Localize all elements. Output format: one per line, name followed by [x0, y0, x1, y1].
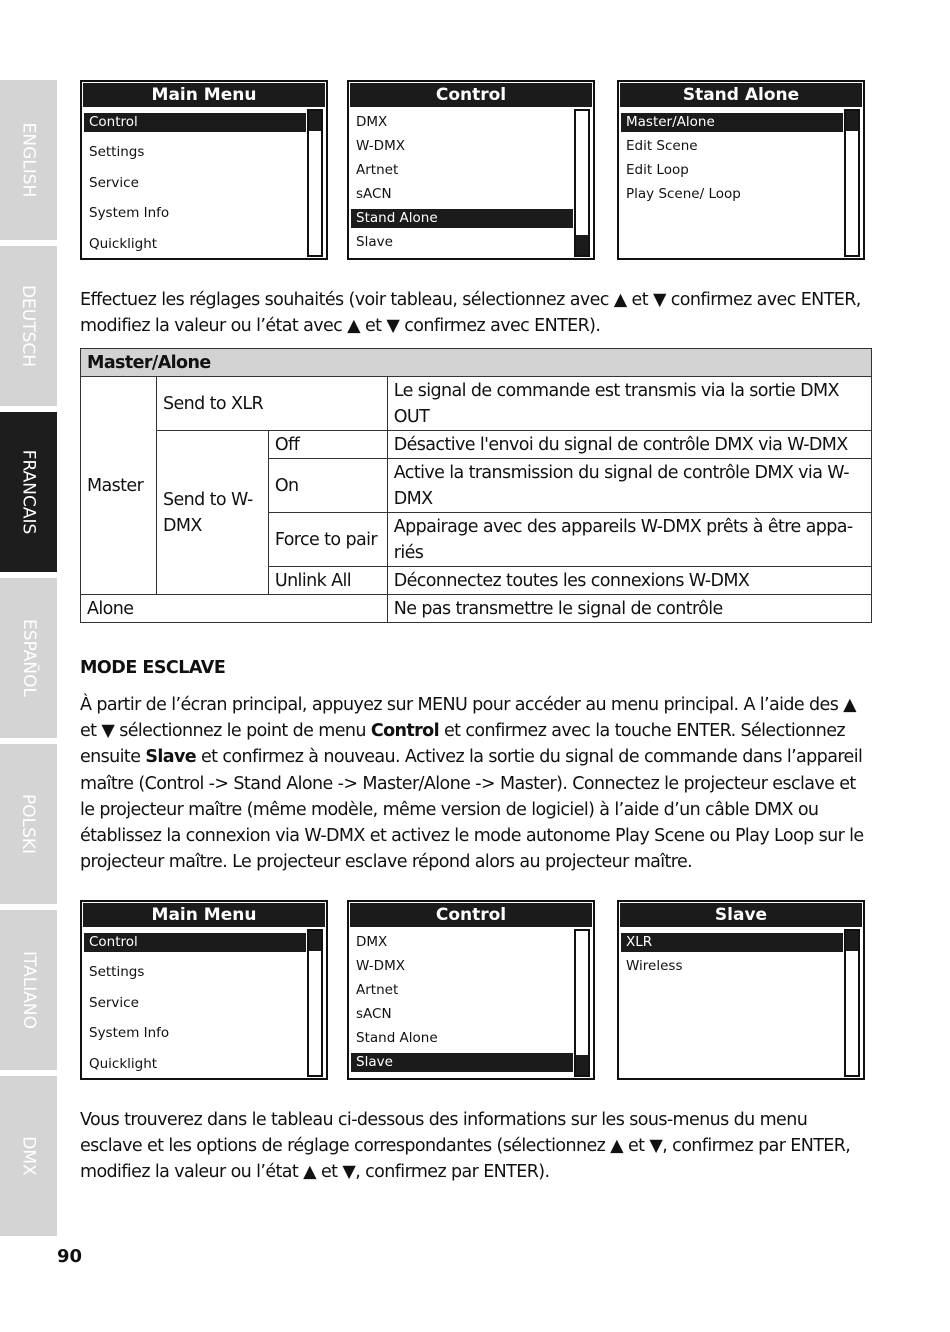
- scrollbar[interactable]: [574, 109, 590, 257]
- instruction-paragraph-3: Vous trouverez dans le tableau ci-dessous des informations sur les sous-menus du menu esclave et les options de réglage correspondantes (sélectionnez ▲ et ▼, confirmez par ENTER, modifiez la valeur ou l’état ▲ et ▼, confirmez par ENTER).: [80, 1110, 851, 1183]
- paragraph-text: et confirmez avec la touche ENTER. Sélectionnez ensuite: [80, 721, 845, 768]
- table-row: [81, 431, 872, 459]
- menu-item-sacn[interactable]: sACN: [356, 1006, 392, 1022]
- scrollbar[interactable]: [574, 929, 590, 1077]
- menu-item-control[interactable]: Control: [84, 933, 306, 952]
- screen-stand-alone: [617, 80, 865, 260]
- menu-item-slave[interactable]: Slave: [356, 234, 393, 250]
- cell-on-desc: Active la transmission du signal de contrôle DMX via W-DMX: [387, 459, 871, 513]
- menu-item-system-info[interactable]: System Info: [89, 1025, 170, 1041]
- menu-item-wireless[interactable]: Wireless: [626, 958, 683, 974]
- instruction-paragraph-1: Effectuez les réglages souhaités (voir tableau, sélectionnez avec ▲ et ▼ confirmez avec ENTER, modifiez la valeur ou l’état avec ▲ et ▼ confirmez avec ENTER).: [80, 290, 861, 337]
- table-header-row: [81, 349, 872, 377]
- section-heading: MODE ESCLAVE: [80, 658, 226, 678]
- menu-item-control[interactable]: Control: [84, 113, 306, 132]
- master-alone-table: [80, 348, 872, 623]
- page-number: 90: [57, 1246, 83, 1267]
- scroll-thumb[interactable]: [846, 111, 858, 131]
- scrollbar[interactable]: [307, 109, 323, 257]
- menu-item-settings[interactable]: Settings: [89, 144, 145, 160]
- scroll-thumb[interactable]: [309, 111, 321, 131]
- menu-item-stand-alone[interactable]: Stand Alone: [351, 209, 573, 228]
- menu-item-dmx[interactable]: DMX: [356, 114, 388, 130]
- screen-main-menu-top: [80, 80, 328, 260]
- screen-title: Control: [350, 903, 592, 927]
- cell-force-to-pair-desc: Appairage avec des appareils W-DMX prêts à être appa-riés: [387, 513, 871, 567]
- screen-title: Main Menu: [83, 83, 325, 107]
- menu-item-artnet[interactable]: Artnet: [356, 162, 399, 178]
- language-tab-label: ITALIANO: [18, 951, 39, 1029]
- menu-item-quicklight[interactable]: Quicklight: [89, 1056, 158, 1072]
- scrollbar[interactable]: [844, 929, 860, 1077]
- cell-unlink-all-desc: Déconnectez toutes les connexions W-DMX: [387, 567, 871, 595]
- menu-item-w-dmx[interactable]: W-DMX: [356, 958, 405, 974]
- menu-item-w-dmx[interactable]: W-DMX: [356, 138, 405, 154]
- screen-main-menu-bottom: [80, 900, 328, 1080]
- menu-item-xlr[interactable]: XLR: [621, 933, 843, 952]
- language-tab-label: FRANCAIS: [18, 449, 39, 535]
- cell-master: Master: [81, 377, 157, 595]
- menu-item-service[interactable]: Service: [89, 175, 139, 191]
- cell-off: Off: [268, 431, 387, 459]
- cell-unlink-all: Unlink All: [268, 567, 387, 595]
- table-header: Master/Alone: [81, 349, 872, 377]
- scroll-thumb[interactable]: [576, 1055, 588, 1075]
- language-tab-espanol[interactable]: [0, 578, 57, 738]
- menu-item-service[interactable]: Service: [89, 995, 139, 1011]
- menu-item-settings[interactable]: Settings: [89, 964, 145, 980]
- screen-slave: [617, 900, 865, 1080]
- language-tab-dmx[interactable]: [0, 1076, 57, 1236]
- paragraph-bold-slave: Slave: [145, 747, 197, 768]
- screen-control-top: [347, 80, 595, 260]
- scroll-thumb[interactable]: [576, 235, 588, 255]
- cell-send-wdmx: Send to W-DMX: [156, 431, 268, 595]
- language-tab-francais[interactable]: [0, 412, 57, 572]
- menu-item-dmx[interactable]: DMX: [356, 934, 388, 950]
- scroll-thumb[interactable]: [309, 931, 321, 951]
- menu-item-edit-scene[interactable]: Edit Scene: [626, 138, 698, 154]
- menu-item-artnet[interactable]: Artnet: [356, 982, 399, 998]
- paragraph-text: À partir de l’écran principal, appuyez sur MENU pour accéder au menu principal. A l’aide des ▲ et ▼ sélectionnez le point de menu: [80, 695, 857, 742]
- language-tab-label: POLSKI: [18, 793, 39, 855]
- cell-send-xlr: Send to XLR: [156, 377, 387, 431]
- paragraph-text: et confirmez à nouveau. Activez la sortie du signal de commande dans l’appareil maître (Control -> Stand Alone -> Master/Alone -> Master). Connectez le projecteur esclave et le projecteur maître (même modèle, même version de logiciel) à l’aide d’un câble DMX ou établissez la connexion via W-DMX et activez le mode autonome Play Scene ou Play Loop sur le projecteur maître. Le projecteur esclave répond alors au projecteur maître.: [80, 747, 864, 873]
- cell-force-to-pair: Force to pair: [268, 513, 387, 567]
- screen-title: Slave: [620, 903, 862, 927]
- cell-alone-desc: Ne pas transmettre le signal de contrôle: [387, 595, 871, 623]
- cell-off-desc: Désactive l'envoi du signal de contrôle DMX via W-DMX: [387, 431, 871, 459]
- menu-item-play-scene-loop[interactable]: Play Scene/ Loop: [626, 186, 741, 202]
- language-tab-label: ESPAÑOL: [18, 619, 39, 697]
- screen-title: Stand Alone: [620, 83, 862, 107]
- cell-send-xlr-desc: Le signal de commande est transmis via la sortie DMX OUT: [387, 377, 871, 431]
- language-tab-deutsch[interactable]: [0, 246, 57, 406]
- menu-item-sacn[interactable]: sACN: [356, 186, 392, 202]
- menu-item-stand-alone[interactable]: Stand Alone: [356, 1030, 438, 1046]
- screen-title: Control: [350, 83, 592, 107]
- language-tab-label: DMX: [18, 1136, 39, 1176]
- language-tab-polski[interactable]: [0, 744, 57, 904]
- cell-on: On: [268, 459, 387, 513]
- screen-control-bottom: [347, 900, 595, 1080]
- instruction-paragraph-2: [80, 692, 872, 875]
- language-tab-label: ENGLISH: [18, 122, 39, 198]
- menu-item-slave[interactable]: Slave: [351, 1053, 573, 1072]
- menu-item-quicklight[interactable]: Quicklight: [89, 236, 158, 252]
- table-row: [81, 595, 872, 623]
- cell-alone: Alone: [81, 595, 388, 623]
- menu-item-system-info[interactable]: System Info: [89, 205, 170, 221]
- table-row: [81, 377, 872, 431]
- language-tab-english[interactable]: [0, 80, 57, 240]
- language-tab-label: DEUTSCH: [18, 284, 39, 368]
- scroll-thumb[interactable]: [846, 931, 858, 951]
- menu-item-edit-loop[interactable]: Edit Loop: [626, 162, 689, 178]
- scrollbar[interactable]: [307, 929, 323, 1077]
- screen-title: Main Menu: [83, 903, 325, 927]
- paragraph-bold-control: Control: [370, 721, 440, 742]
- language-tab-italiano[interactable]: [0, 910, 57, 1070]
- menu-item-master-alone[interactable]: Master/Alone: [621, 113, 843, 132]
- scrollbar[interactable]: [844, 109, 860, 257]
